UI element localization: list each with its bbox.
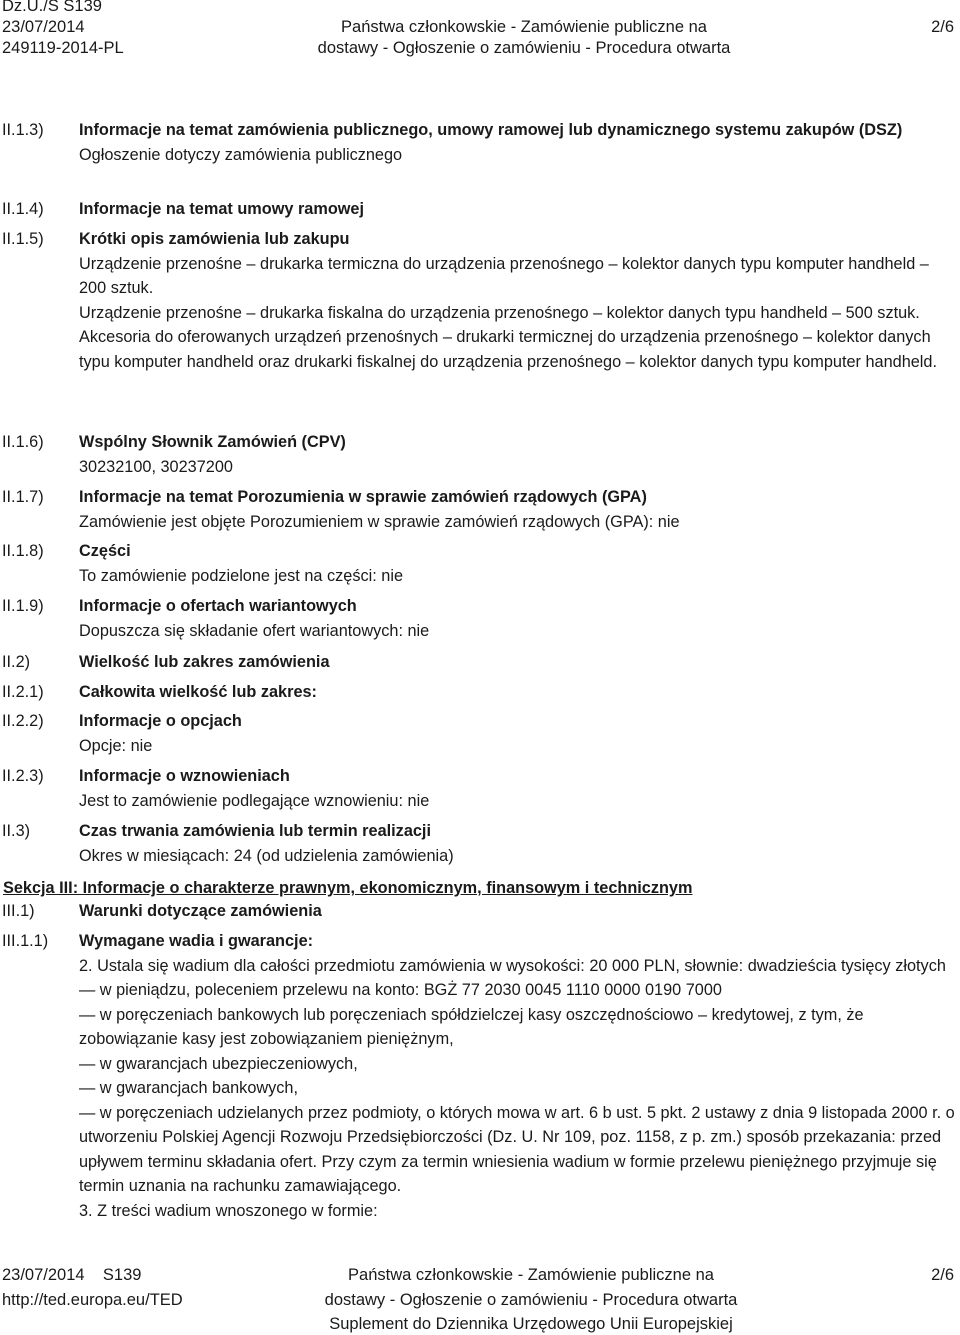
section-heading: Krótki opis zamówienia lub zakupu	[79, 230, 350, 248]
footer-title-line-1: Państwa członkowskie - Zamówienie publiczne na	[348, 1266, 714, 1284]
section-body	[79, 118, 957, 167]
section-body	[79, 680, 957, 705]
section-text: To zamówienie podzielone jest na części: nie	[79, 566, 403, 585]
section-heading: Informacje o opcjach	[79, 712, 242, 730]
section-text: Akcesoria do oferowanych urządzeń przenośnych – drukarki termicznej do urządzenia przenośnego – kolektor danych typu komputer handheld oraz drukarki fiskalnej do urządzenia przenośnego – kolektor danych typu komputer handheld.	[79, 328, 938, 371]
section-body	[79, 430, 957, 479]
section-number: II.1.8)	[2, 542, 44, 560]
header-title-line-2: dostawy - Ogłoszenie o zamówieniu - Procedura otwarta	[317, 39, 731, 57]
section-number: II.2.3)	[2, 767, 44, 785]
section-text: Ogłoszenie dotyczy zamówienia publicznego	[79, 145, 403, 164]
section-number: II.1.3)	[2, 121, 44, 139]
footer-date-issue: 23/07/2014 S139	[2, 1266, 142, 1284]
section-body	[79, 650, 957, 675]
section-text: — w gwarancjach bankowych,	[79, 1079, 298, 1097]
section-body	[79, 929, 957, 1223]
section-heading: Wspólny Słownik Zamówień (CPV)	[79, 433, 346, 451]
section-text: 30232100, 30237200	[79, 457, 233, 476]
footer-title-line-2: dostawy - Ogłoszenie o zamówieniu - Procedura otwarta	[324, 1291, 738, 1309]
journal-ref: Dz.U./S S139	[2, 0, 102, 15]
section-body	[79, 709, 957, 758]
section-text: 2. Ustala się wadium dla całości przedmiotu zamówienia w wysokości: 20 000 PLN, słownie: dwadzieścia tysięcy złotych	[79, 956, 946, 975]
section-body	[79, 227, 957, 374]
section-number: II.1.6)	[2, 433, 44, 451]
section-heading: Informacje na temat Porozumienia w sprawie zamówień rządowych (GPA)	[79, 488, 647, 506]
section-number: II.2.1)	[2, 683, 44, 701]
section-heading: Wielkość lub zakres zamówienia	[79, 653, 330, 671]
section-3-title: Sekcja III: Informacje o charakterze prawnym, ekonomicznym, finansowym i technicznym	[3, 879, 693, 897]
section-body	[79, 594, 957, 643]
section-heading: Całkowita wielkość lub zakres:	[79, 683, 317, 701]
notice-number: 249119-2014-PL	[2, 39, 124, 57]
section-number: II.3)	[2, 822, 31, 840]
section-text: Okres w miesiącach: 24 (od udzielenia zamówienia)	[79, 846, 454, 865]
section-number: III.1)	[2, 902, 35, 920]
section-text: — w poręczeniach bankowych lub poręczeniach spółdzielczej kasy oszczędnościowo – kredytowej, z tym, że zobowiązanie kasy jest zobowiązaniem pieniężnym,	[79, 1005, 864, 1048]
section-text: Jest to zamówienie podlegające wznowieniu: nie	[79, 791, 430, 810]
section-heading: Wymagane wadia i gwarancje:	[79, 932, 314, 950]
section-text: Urządzenie przenośne – drukarka fiskalna do urządzenia przenośnego – kolektor danych typu handheld – 500 sztuk.	[79, 303, 920, 322]
section-text: Opcje: nie	[79, 736, 153, 755]
section-heading: Czas trwania zamówienia lub termin realizacji	[79, 822, 431, 840]
section-text: Dopuszcza się składanie ofert wariantowych: nie	[79, 621, 430, 640]
section-heading: Informacje o wznowieniach	[79, 767, 290, 785]
section-heading: Informacje na temat zamówienia publicznego, umowy ramowej lub dynamicznego systemu zakupów (DSZ)	[79, 121, 903, 139]
section-body	[79, 197, 957, 222]
header-title-line-1: Państwa członkowskie - Zamówienie publiczne na	[341, 18, 707, 36]
section-heading: Warunki dotyczące zamówienia	[79, 902, 322, 920]
section-body	[79, 764, 957, 813]
section-text: — w poręczeniach udzielanych przez podmioty, o których mowa w art. 6 b ust. 5 pkt. 2 ustawy z dnia 9 listopada 2000 r. o utworzeniu Polskiej Agencji Rozwoju Przedsiębiorczości (Dz. U. Nr 109, poz. 1158, z p. zm.) sposób przekazania: przed upływem terminu składania ofert. Przy czym za termin wniesienia wadium w formie przelewu pieniężnego przyjmuje się termin uznania na rachunku zamawiającego.	[79, 1103, 955, 1195]
footer-page-number: 2/6	[931, 1266, 954, 1284]
section-heading: Informacje na temat umowy ramowej	[79, 200, 365, 218]
section-body	[79, 899, 957, 924]
section-text: Urządzenie przenośne – drukarka termiczna do urządzenia przenośnego – kolektor danych typu komputer handheld – 200 sztuk.	[79, 254, 929, 297]
section-body	[79, 485, 957, 534]
publication-date: 23/07/2014	[2, 18, 85, 36]
footer-url: http://ted.europa.eu/TED	[2, 1291, 183, 1309]
section-text: Zamówienie jest objęte Porozumieniem w sprawie zamówień rządowych (GPA): nie	[79, 512, 680, 531]
section-body	[79, 539, 957, 588]
footer-supplement: Suplement do Dziennika Urzędowego Unii Europejskiej	[329, 1315, 733, 1333]
header-page-number: 2/6	[931, 18, 954, 36]
section-text: — w gwarancjach ubezpieczeniowych,	[79, 1054, 358, 1073]
section-heading: Informacje o ofertach wariantowych	[79, 597, 357, 615]
section-number: II.1.7)	[2, 488, 44, 506]
section-number: II.2)	[2, 653, 31, 671]
section-number: II.1.5)	[2, 230, 44, 248]
section-heading: Części	[79, 542, 131, 560]
section-text: 3. Z treści wadium wnoszonego w formie:	[79, 1201, 378, 1220]
section-text: — w pieniądzu, poleceniem przelewu na konto: BGŻ 77 2030 0045 1110 0000 0190 7000	[79, 981, 722, 999]
section-body	[79, 819, 957, 868]
section-number: II.1.9)	[2, 597, 44, 615]
section-number: II.2.2)	[2, 712, 44, 730]
section-number: II.1.4)	[2, 200, 44, 218]
section-number: III.1.1)	[2, 932, 49, 950]
